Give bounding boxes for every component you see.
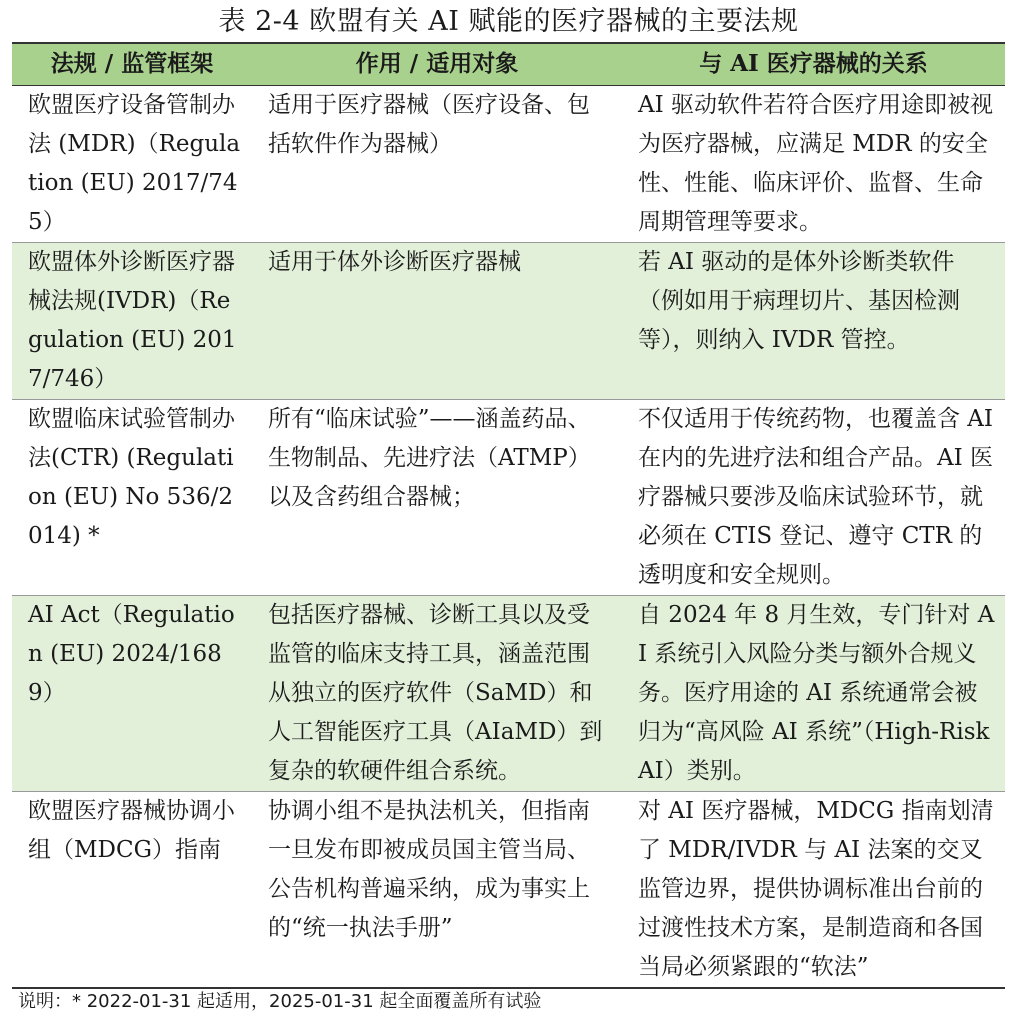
ai-relation-cell: 不仅适用于传统药物，也覆盖含 AI 在内的先进疗法和组合产品。AI 医疗器械只要涉及临床试验环节，就必须在 CTIS 登记、遵守 CTR 的透明度和安全规则。 bbox=[622, 399, 1005, 595]
regulation-cell: 欧盟体外诊断医疗器械法规(IVDR)（Regulation (EU) 2017/746） bbox=[12, 242, 252, 399]
column-header-ai-relation: 与 AI 医疗器械的关系 bbox=[622, 43, 1005, 85]
column-header-scope: 作用 / 适用对象 bbox=[252, 43, 622, 85]
ai-relation-cell: 自 2024 年 8 月生效，专门针对 AI 系统引入风险分类与额外合规义务。医疗用途的 AI 系统通常会被归为“高风险 AI 系统”（High-Risk AI）类别。 bbox=[622, 595, 1005, 791]
scope-cell: 协调小组不是执法机关，但指南一旦发布即被成员国主管当局、公告机构普遍采纳，成为事实上的“统一执法手册” bbox=[252, 791, 622, 988]
regulation-cell: 欧盟医疗设备管制办法 (MDR)（Regulation (EU) 2017/745） bbox=[12, 85, 252, 242]
table-row bbox=[12, 242, 1005, 399]
table-header-row bbox=[12, 43, 1005, 85]
scope-cell: 包括医疗器械、诊断工具以及受监管的临床支持工具，涵盖范围从独立的医疗软件（SaMD）和人工智能医疗工具（AIaMD）到复杂的软硬件组合系统。 bbox=[252, 595, 622, 791]
ai-relation-cell: AI 驱动软件若符合医疗用途即被视为医疗器械，应满足 MDR 的安全性、性能、临床评价、监督、生命周期管理等要求。 bbox=[622, 85, 1005, 242]
regulation-cell: AI Act（Regulation (EU) 2024/1689） bbox=[12, 595, 252, 791]
table-row bbox=[12, 791, 1005, 988]
table-footnote: 说明：* 2022-01-31 起适用，2025-01-31 起全面覆盖所有试验 bbox=[18, 991, 542, 1012]
scope-cell: 适用于体外诊断医疗器械 bbox=[252, 242, 622, 399]
scope-cell: 适用于医疗器械（医疗设备、包括软件作为器械） bbox=[252, 85, 622, 242]
regulations-table bbox=[12, 42, 1005, 989]
table-caption: 表 2-4 欧盟有关 AI 赋能的医疗器械的主要法规 bbox=[218, 6, 799, 37]
table-row bbox=[12, 85, 1005, 242]
ai-relation-cell: 若 AI 驱动的是体外诊断类软件（例如用于病理切片、基因检测等），则纳入 IVDR 管控。 bbox=[622, 242, 1005, 399]
scope-cell: 所有“临床试验”——涵盖药品、生物制品、先进疗法（ATMP）以及含药组合器械； bbox=[252, 399, 622, 595]
column-header-regulation: 法规 / 监管框架 bbox=[12, 43, 252, 85]
regulation-cell: 欧盟医疗器械协调小组（MDCG）指南 bbox=[12, 791, 252, 988]
ai-relation-cell: 对 AI 医疗器械，MDCG 指南划清了 MDR/IVDR 与 AI 法案的交叉监管边界，提供协调标准出台前的过渡性技术方案，是制造商和各国当局必须紧跟的“软法” bbox=[622, 791, 1005, 988]
table-row bbox=[12, 399, 1005, 595]
regulation-cell: 欧盟临床试验管制办法(CTR) (Regulation (EU) No 536/2014) * bbox=[12, 399, 252, 595]
table-row bbox=[12, 595, 1005, 791]
